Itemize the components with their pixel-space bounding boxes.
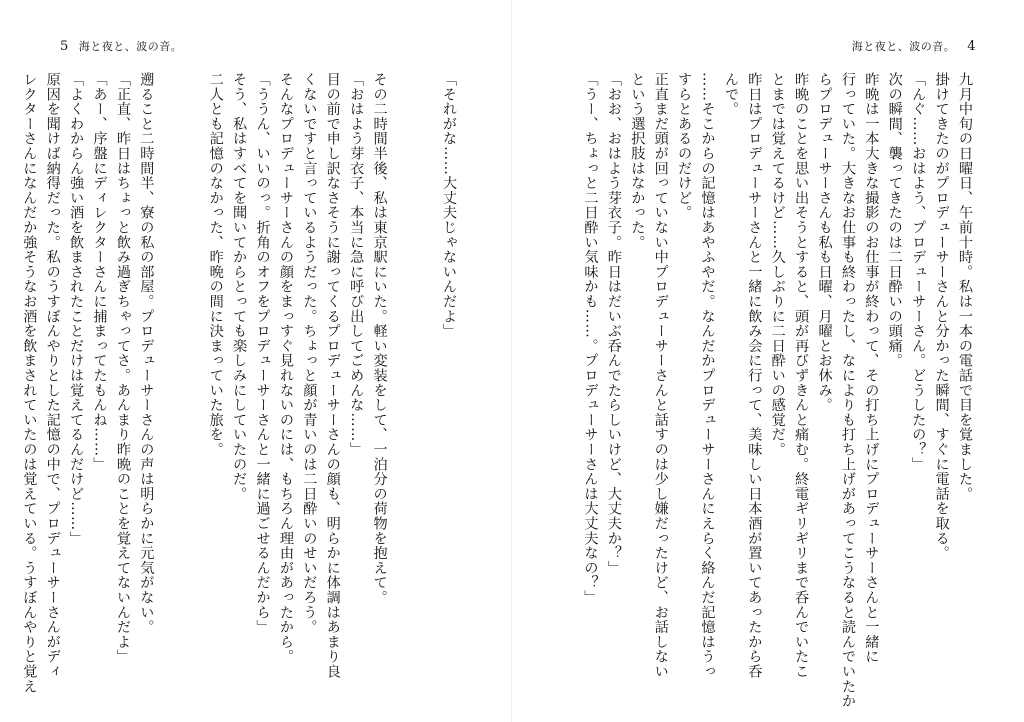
right-running-header	[852, 38, 976, 54]
section-break	[157, 72, 203, 672]
text-line: 「ううん、いいのっ。折角のオフをプロデューサーさんと一緒に過ごせるんだから」	[254, 72, 271, 635]
text-line: 正直まだ頭が回っていない中プロデューサーさんと話すのは少し嫌だったけど、お話しない	[652, 72, 669, 679]
text-line: 「うー、ちょっと二日酔い気味かも……。プロデューサーさんは大丈夫なの？」	[582, 72, 599, 605]
text-line: 「あー、序盤にディレクターさんに捕まってたもんね……」	[91, 72, 108, 472]
text-line: ……そこからの記憶はあやふやだ。なんだかプロデューサーさんにえらく絡んだ記憶はうっ	[699, 72, 716, 679]
text-line: その二時間半後、私は東京駅にいた。軽い変装をして、一泊分の荷物を抱えて。	[371, 72, 388, 605]
text-line: 「正直、昨日はちょっと飲み過ぎちゃってさ。あんまり昨晩のことを覚えてないんだよ」	[114, 72, 131, 664]
text-line: 掛けてきたのがプロデューサーさんと分かった瞬間、すぐに電話を取る。	[933, 72, 950, 561]
text-line: 行っていた。大きなお仕事も終わったし、なによりも打ち上げがあってこうなると読んでいたか	[839, 72, 856, 709]
text-line: そう、私はすべてを聞いてからとっても楽しみにしていたのだ。	[231, 72, 248, 502]
text-line: すらとあるのだけど。	[676, 72, 693, 220]
text-line: 次の瞬間、襲ってきたのは二日酔いの頭痛。	[886, 72, 903, 368]
text-line: 「おお、おはよう芽衣子。昨日はだいぶ呑んでたらしいけど、大丈夫か？」	[605, 72, 622, 576]
section-break	[391, 72, 437, 672]
left-page-number: 5	[60, 39, 69, 54]
text-line: 二人とも記憶のなかった、昨晩の間に決まっていた旅を。	[207, 72, 224, 457]
text-line: 遡ること二時間半、寮の私の部屋。プロデューサーさんの声は明らかに元気がない。	[138, 72, 155, 635]
right-page-number: 4	[967, 39, 976, 54]
left-running-header	[60, 38, 182, 54]
right-page-text	[556, 72, 976, 709]
right-page	[512, 0, 1024, 722]
text-line: 九月中旬の日曜日、午前十時。私は一本の電話で目を覚ました。	[957, 72, 973, 502]
text-line: 目の前で申し訳なさそうに謝ってくるプロデューサーさんの顔も、明らかに体調はあまり良	[324, 72, 341, 679]
text-line: 「それがな……大丈夫じゃないんだよ」	[441, 72, 457, 339]
text-line: という選択肢はなかった。	[629, 72, 646, 250]
left-running-head-title: 海と夜と、波の音。	[78, 40, 183, 53]
text-line: レクターさんになんだか強そうなお酒を飲まされていたのは覚えている。うすぼんやりと覚え	[21, 72, 38, 694]
text-line: 原因を聞けば納得だった。私のうすぼんやりとした記憶の中で、プロデューサーさんがディ	[44, 72, 61, 679]
text-line: んで。	[722, 72, 739, 117]
text-line: 昨晩のことを思い出そうとすると、頭が再びずきんと痛む。終電ギリギリまで呑んでいたこ	[793, 72, 810, 679]
text-line: 昨日はプロデューサーさんと一緒に飲み会に行って、美味しい日本酒が置いてあったから呑	[746, 72, 763, 679]
right-running-head-title: 海と夜と、波の音。	[851, 40, 956, 53]
text-line: らプロデューサーさんも私も日曜、月曜とお休み。	[816, 72, 833, 413]
text-line: とまでは覚えてるけど……久しぶりに二日酔いの感覚だ。	[769, 72, 786, 457]
left-page-text	[10, 72, 460, 694]
text-line: そんなプロデューサーさんの顔をまっすぐ見れないのには、もちろん理由があったから。	[277, 72, 294, 664]
text-line: 「よくわからん強い酒を飲まされたことだけは覚えてるんだけど……」	[68, 72, 85, 546]
text-line: 「んぐ……おはよう、プロデューサーさん。どうしたの？」	[910, 72, 927, 472]
text-line: 「おはよう芽衣子、本当に急に呼び出してごめんな……」	[348, 72, 365, 457]
text-line: くないですと言っているようだった。ちょっと顔が青いのは二日酔いのせいだろう。	[301, 72, 318, 635]
text-line: 昨晩は一本大きな撮影のお仕事が終わって、その打ち上げにプロデューサーさんと一緒に	[863, 72, 880, 664]
